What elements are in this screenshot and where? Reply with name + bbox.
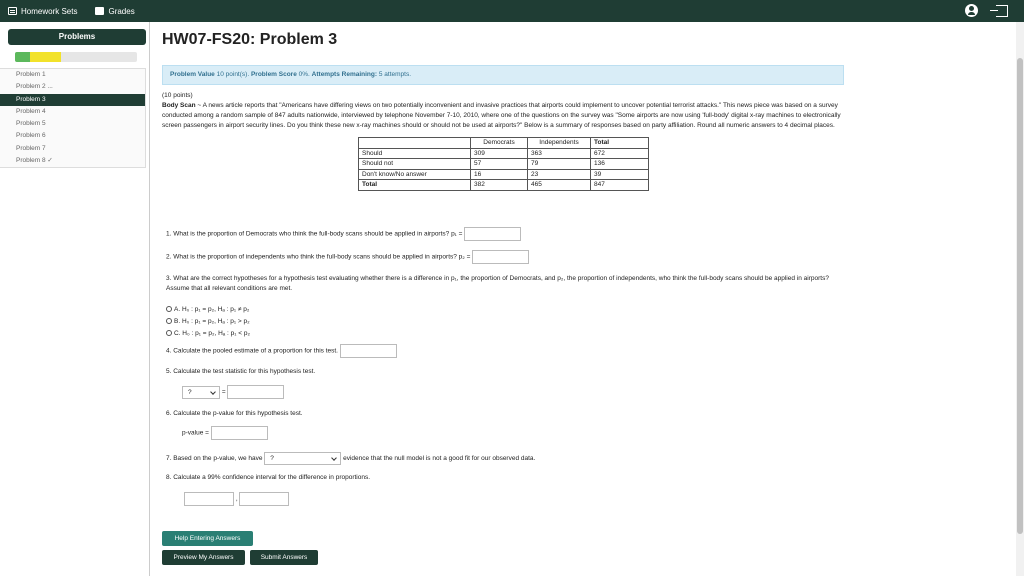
top-nav-bar — [0, 0, 1024, 22]
table-cell: 309 — [471, 148, 528, 159]
logout-icon[interactable] — [996, 5, 1008, 17]
equals-sign: = — [221, 388, 226, 396]
sidebar-item-problem-6[interactable]: Problem 6 — [16, 132, 46, 140]
table-cell: 39 — [591, 169, 649, 180]
question-4-text: 4. Calculate the pooled estimate of a proportion for this test. — [166, 347, 338, 355]
question-7 — [166, 452, 535, 465]
homework-sets-link[interactable] — [8, 7, 77, 16]
question-3-text: 3. What are the correct hypotheses for a hypothesis test evaluating whether there is a difference in p₁, the proportion of Democrats, and p₂, the proportion of independents, who think the full-body scans should be applied in airports? Assume that all relevant conditions are met. — [166, 275, 829, 292]
question-8-text: 8. Calculate a 99% confidence interval for the difference in proportions. — [166, 474, 371, 481]
table-cell: Should not — [359, 159, 471, 170]
table-row — [359, 159, 649, 170]
table-cell: Independents — [528, 138, 591, 149]
body-scan-label: Body Scan — [162, 102, 196, 109]
table-cell: 136 — [591, 159, 649, 170]
table-cell: 57 — [471, 159, 528, 170]
p2-answer-input[interactable] — [472, 250, 529, 264]
help-entering-answers-button[interactable]: Help Entering Answers — [162, 531, 253, 546]
problem-statement — [162, 91, 842, 131]
sidebar-item-problem-1[interactable]: Problem 1 — [16, 71, 46, 78]
ci-upper-input[interactable] — [239, 492, 289, 506]
table-cell: 79 — [528, 159, 591, 170]
grades-icon — [95, 7, 104, 15]
page-title: HW07-FS20: Problem 3 — [162, 31, 338, 48]
problem-info-bar — [162, 65, 844, 85]
points-label: (10 points) — [162, 92, 193, 99]
sidebar-item-problem-2[interactable]: Problem 2 ... — [16, 83, 53, 91]
question-5-answer — [182, 385, 284, 399]
table-row — [359, 148, 649, 159]
pooled-estimate-input[interactable] — [340, 344, 397, 358]
table-header-row — [359, 138, 649, 149]
problem-value: 10 point(s). — [216, 71, 250, 78]
table-cell: 672 — [591, 148, 649, 159]
question-5 — [166, 368, 315, 375]
table-cell — [359, 138, 471, 149]
sidebar-item-problem-8[interactable]: Problem 8 ✓ — [16, 157, 53, 165]
sidebar-item-problem-7[interactable]: Problem 7 — [16, 144, 46, 152]
table-cell: Should — [359, 148, 471, 159]
page-scrollbar[interactable] — [1016, 22, 1024, 576]
question-2 — [166, 250, 529, 264]
evidence-select[interactable] — [264, 452, 341, 465]
preview-answers-button[interactable]: Preview My Answers — [162, 550, 245, 565]
grades-label: Grades — [108, 6, 135, 16]
problem-score-label: Problem Score — [250, 71, 297, 78]
table-cell: Total — [591, 138, 649, 149]
table-cell: Democrats — [471, 138, 528, 149]
sidebar-item-problem-3[interactable]: Problem 3 — [0, 94, 145, 106]
question-6 — [166, 410, 303, 417]
table-cell: Total — [359, 180, 471, 191]
question-3 — [166, 274, 846, 293]
progress-bar — [15, 52, 137, 62]
ci-lower-input[interactable] — [184, 492, 234, 506]
table-cell: 465 — [528, 180, 591, 191]
option-c-label: C. H₀ : p₁ = p₂, Hₐ : p₁ < p₂ — [174, 330, 250, 337]
problem-list — [0, 68, 146, 168]
user-account-icon[interactable] — [965, 4, 978, 17]
problem-main — [162, 22, 852, 561]
option-a[interactable] — [166, 304, 250, 316]
problem-value-label: Problem Value — [170, 71, 215, 78]
chevron-down-icon — [210, 389, 216, 395]
survey-table — [358, 137, 649, 191]
grades-link[interactable] — [95, 7, 134, 16]
table-cell: Don't know/No answer — [359, 169, 471, 180]
table-cell: 382 — [471, 180, 528, 191]
sidebar-item-problem-5[interactable]: Problem 5 — [16, 120, 46, 128]
progress-correct — [15, 52, 30, 62]
sidebar-item-problem-4[interactable]: Problem 4 — [16, 107, 46, 115]
scrollbar-thumb[interactable] — [1017, 58, 1023, 534]
ci-separator: , — [235, 495, 238, 503]
table-row — [359, 180, 649, 191]
question-7-text-end: evidence that the null model is not a good fit for our observed data. — [343, 455, 536, 463]
table-cell: 363 — [528, 148, 591, 159]
list-icon — [8, 7, 17, 15]
attempts-label: Attempts Remaining: — [311, 71, 378, 78]
table-row — [359, 169, 649, 180]
p1-answer-input[interactable] — [464, 227, 521, 241]
question-3-options — [166, 304, 250, 340]
question-5-text: 5. Calculate the test statistic for this hypothesis test. — [166, 368, 316, 375]
question-7-text: 7. Based on the p-value, we have — [166, 455, 263, 463]
question-8 — [166, 474, 370, 481]
option-c[interactable] — [166, 328, 250, 340]
radio-a[interactable] — [166, 306, 172, 312]
submit-answers-button[interactable]: Submit Answers — [250, 550, 318, 565]
p-value-label: p-value = — [182, 429, 209, 437]
problem-score: 0%. — [298, 71, 310, 78]
problems-sidebar — [0, 22, 150, 576]
table-cell: 23 — [528, 169, 591, 180]
option-a-label: A. H₀ : p₁ = p₂, Hₐ : p₁ ≠ p₂ — [174, 306, 250, 313]
evidence-select-value: ? — [270, 455, 274, 462]
problem-body-text: ~ A news article reports that "Americans have differing views on two potentially inconvenient and invasive practices that airports could implement to uncover potential terrorist attacks." This news piece was based on a survey conducted among a random sample of 847 adults nationwide, interviewed by telephone November 7-10, 2010, where one of the questions on the survey was "Some airports are now using 'full-body' digital x-ray machines to electronically screen passengers in airport security lines. Do you think these new x-ray machines should or should not be used at airports?" Below is a summary of responses based on party affiliation. Round all numeric answers to 4 decimal places. — [162, 102, 841, 129]
test-statistic-select-value: ? — [188, 388, 192, 396]
question-6-text: 6. Calculate the p-value for this hypothesis test. — [166, 410, 303, 417]
test-statistic-select[interactable] — [182, 386, 220, 399]
chevron-down-icon — [331, 455, 337, 461]
test-statistic-input[interactable] — [227, 385, 284, 399]
table-cell: 16 — [471, 169, 528, 180]
homework-sets-label: Homework Sets — [21, 6, 78, 16]
radio-c[interactable] — [166, 330, 172, 336]
option-b[interactable] — [166, 316, 250, 328]
progress-partial — [30, 52, 62, 62]
p-value-input[interactable] — [211, 426, 268, 440]
question-1 — [166, 227, 521, 241]
question-4 — [166, 344, 397, 358]
question-2-text: 2. What is the proportion of independents who think the full-body scans should be applied in airports? p₂ = — [166, 253, 471, 261]
question-8-answer — [184, 492, 289, 506]
table-cell: 847 — [591, 180, 649, 191]
option-b-label: B. H₀ : p₁ = p₂, Hₐ : p₁ > p₂ — [174, 318, 250, 325]
radio-b[interactable] — [166, 318, 172, 324]
problems-heading: Problems — [8, 29, 146, 45]
question-1-text: 1. What is the proportion of Democrats who think the full-body scans should be applied in airports? p₁ = — [166, 230, 463, 238]
attempts-remaining: 5 attempts. — [378, 71, 412, 78]
question-6-answer — [182, 426, 268, 440]
